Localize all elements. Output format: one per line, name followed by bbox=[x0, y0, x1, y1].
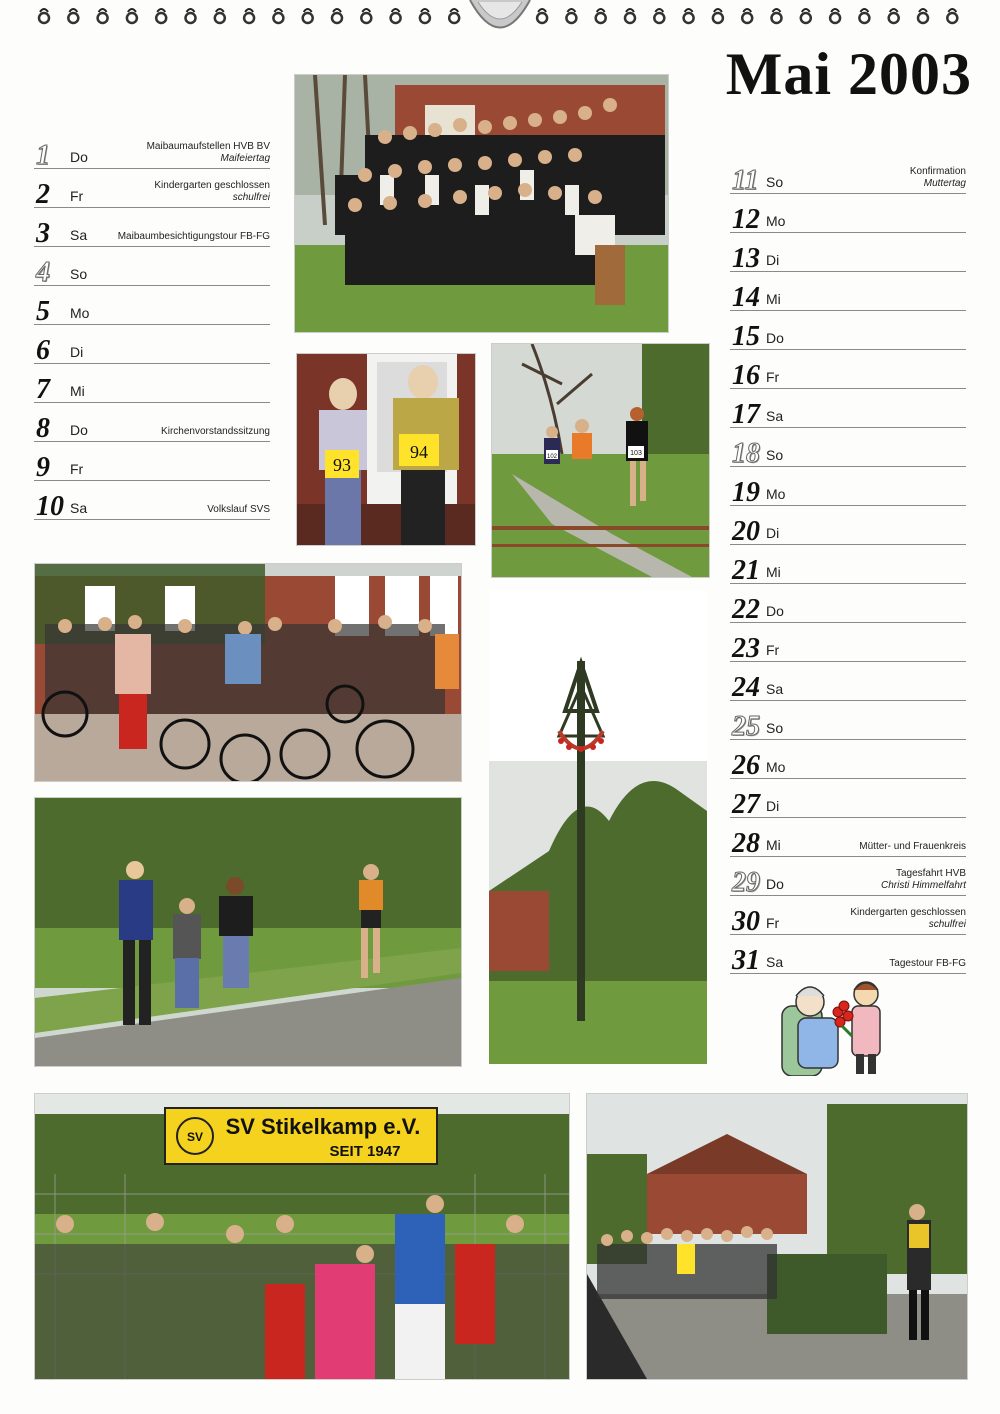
day-number: 22 bbox=[732, 594, 760, 625]
event-text: Maibaumaufstellen HVB BV bbox=[146, 141, 270, 152]
day-row bbox=[730, 506, 966, 545]
spiral-ring bbox=[303, 13, 313, 23]
spiral-ring bbox=[596, 13, 606, 23]
hanger-hook bbox=[468, 0, 532, 40]
day-of-week: Di bbox=[70, 344, 84, 360]
spiral-ring bbox=[742, 13, 752, 23]
day-of-week: So bbox=[766, 174, 784, 190]
day-row bbox=[730, 311, 966, 350]
day-number: 9 bbox=[36, 452, 50, 483]
day-number: 13 bbox=[732, 243, 760, 274]
day-number: 15 bbox=[732, 321, 760, 352]
photo-sv-stikelkamp-start bbox=[34, 1093, 570, 1380]
event-text: Kindergarten geschlossen bbox=[850, 907, 966, 918]
day-row bbox=[730, 779, 966, 818]
day-row bbox=[34, 364, 270, 403]
spiral-ring bbox=[68, 13, 78, 23]
sign-line2-text: SEIT 1947 bbox=[329, 1143, 401, 1160]
spiral-ring bbox=[889, 13, 899, 23]
month-title: Mai 2003 bbox=[725, 41, 972, 107]
day-of-week: Mo bbox=[766, 213, 786, 229]
day-of-week: Do bbox=[766, 330, 784, 346]
day-row bbox=[730, 935, 966, 974]
spiral-ring bbox=[625, 13, 635, 23]
event-text: Tagestour FB-FG bbox=[889, 958, 966, 969]
day-row bbox=[730, 428, 966, 467]
spiral-ring-loop bbox=[304, 9, 312, 12]
day-number: 6 bbox=[36, 335, 50, 366]
spiral-ring bbox=[215, 13, 225, 23]
day-of-week: Fr bbox=[766, 369, 780, 385]
day-row bbox=[730, 194, 966, 233]
day-event bbox=[154, 180, 270, 204]
spiral-ring-loop bbox=[69, 9, 77, 12]
day-of-week: Mi bbox=[766, 564, 781, 580]
day-row bbox=[34, 169, 270, 208]
spiral-ring bbox=[39, 13, 49, 23]
spiral-ring-loop bbox=[626, 9, 634, 12]
day-number: 2 bbox=[36, 179, 50, 210]
spiral-ring bbox=[947, 13, 957, 23]
day-event bbox=[910, 166, 966, 190]
day-number: 31 bbox=[732, 945, 760, 976]
spiral-ring-loop bbox=[187, 9, 195, 12]
photo-start-line-street bbox=[586, 1093, 968, 1380]
day-event bbox=[161, 426, 270, 438]
day-number: 17 bbox=[732, 399, 760, 430]
day-row bbox=[730, 701, 966, 740]
spiral-ring bbox=[772, 13, 782, 23]
day-event bbox=[147, 141, 270, 165]
day-number: 26 bbox=[732, 750, 760, 781]
spiral-ring bbox=[273, 13, 283, 23]
spiral-ring-loop bbox=[773, 9, 781, 12]
day-row bbox=[34, 481, 270, 520]
day-of-week: Mo bbox=[766, 486, 786, 502]
bib-93-text: 93 bbox=[333, 455, 351, 475]
holiday-text: schulfrei bbox=[232, 192, 270, 203]
day-of-week: Sa bbox=[766, 681, 784, 697]
day-row bbox=[730, 623, 966, 662]
day-of-week: So bbox=[70, 266, 88, 282]
spiral-ring-loop bbox=[948, 9, 956, 12]
day-row bbox=[730, 155, 966, 194]
day-row bbox=[730, 857, 966, 896]
sign-logo-text: SV bbox=[186, 1130, 204, 1144]
spiral-ring bbox=[420, 13, 430, 23]
day-event bbox=[118, 231, 270, 243]
spiral-ring-loop bbox=[128, 9, 136, 12]
day-row bbox=[730, 662, 966, 701]
spiral-ring-loop bbox=[421, 9, 429, 12]
day-of-week: Fr bbox=[70, 461, 84, 477]
day-row bbox=[34, 442, 270, 481]
day-row bbox=[730, 896, 966, 935]
bib-94-text: 94 bbox=[410, 442, 428, 462]
day-row bbox=[34, 325, 270, 364]
day-row bbox=[730, 272, 966, 311]
day-row bbox=[730, 818, 966, 857]
day-number: 10 bbox=[36, 491, 64, 522]
event-text: Kirchenvorstandssitzung bbox=[161, 426, 270, 437]
spiral-ring-loop bbox=[743, 9, 751, 12]
day-of-week: Mi bbox=[70, 383, 85, 399]
day-row bbox=[34, 208, 270, 247]
day-event bbox=[207, 504, 270, 516]
day-number: 14 bbox=[732, 282, 760, 313]
bib-runner-a-text: 102 bbox=[546, 454, 558, 460]
day-row bbox=[730, 233, 966, 272]
day-number: 30 bbox=[732, 906, 760, 937]
spiral-ring-loop bbox=[655, 9, 663, 12]
day-of-week: Fr bbox=[766, 915, 780, 931]
day-number: 1 bbox=[36, 140, 50, 171]
days-column-right bbox=[730, 155, 966, 974]
day-of-week: Do bbox=[766, 876, 784, 892]
day-number: 28 bbox=[732, 828, 760, 859]
spiral-ring-loop bbox=[40, 9, 48, 12]
day-number: 18 bbox=[732, 438, 760, 469]
holiday-text: Christi Himmelfahrt bbox=[880, 880, 966, 891]
day-row bbox=[34, 247, 270, 286]
day-row bbox=[730, 389, 966, 428]
day-number: 21 bbox=[732, 555, 760, 586]
spiral-ring-loop bbox=[802, 9, 810, 12]
spiral-ring bbox=[654, 13, 664, 23]
event-text: Mütter- und Frauenkreis bbox=[859, 841, 966, 852]
spiral-ring bbox=[391, 13, 401, 23]
day-of-week: Sa bbox=[70, 500, 88, 516]
day-number: 11 bbox=[732, 165, 759, 196]
spiral-ring-loop bbox=[392, 9, 400, 12]
photo-runners-path bbox=[491, 343, 710, 578]
day-row bbox=[730, 584, 966, 623]
holiday-text: schulfrei bbox=[928, 919, 966, 930]
spiral-ring-loop bbox=[890, 9, 898, 12]
mothers-day-clipart bbox=[780, 976, 896, 1076]
day-of-week: Mo bbox=[766, 759, 786, 775]
spiral-ring bbox=[156, 13, 166, 23]
day-number: 29 bbox=[732, 867, 760, 898]
spiral-ring bbox=[332, 13, 342, 23]
spiral-ring-loop bbox=[216, 9, 224, 12]
spiral-ring bbox=[244, 13, 254, 23]
spiral-ring-loop bbox=[274, 9, 282, 12]
day-row bbox=[730, 545, 966, 584]
day-of-week: Fr bbox=[766, 642, 780, 658]
spiral-ring bbox=[801, 13, 811, 23]
photo-confirmation-group bbox=[294, 74, 669, 333]
spiral-ring-loop bbox=[597, 9, 605, 12]
spiral-ring-loop bbox=[919, 9, 927, 12]
day-number: 4 bbox=[36, 257, 50, 288]
day-of-week: So bbox=[766, 720, 784, 736]
day-row bbox=[34, 403, 270, 442]
day-number: 19 bbox=[732, 477, 760, 508]
day-row bbox=[34, 286, 270, 325]
spiral-ring bbox=[684, 13, 694, 23]
day-of-week: Do bbox=[766, 603, 784, 619]
day-of-week: Fr bbox=[70, 188, 84, 204]
day-of-week: Sa bbox=[766, 954, 784, 970]
day-number: 5 bbox=[36, 296, 50, 327]
day-number: 16 bbox=[732, 360, 760, 391]
day-row bbox=[730, 350, 966, 389]
day-of-week: Di bbox=[766, 252, 780, 268]
spiral-ring bbox=[98, 13, 108, 23]
days-column-left bbox=[34, 130, 270, 520]
day-number: 24 bbox=[732, 672, 760, 703]
day-row bbox=[730, 740, 966, 779]
photo-maypole bbox=[488, 590, 708, 1065]
spiral-ring-loop bbox=[157, 9, 165, 12]
day-of-week: Sa bbox=[70, 227, 88, 243]
day-of-week: Do bbox=[70, 149, 88, 165]
spiral-ring-loop bbox=[362, 9, 370, 12]
day-event bbox=[850, 907, 966, 931]
bib-runner-b-text: 103 bbox=[630, 450, 642, 457]
event-text: Tagesfahrt HVB bbox=[895, 868, 966, 879]
day-row bbox=[34, 130, 270, 169]
spiral-ring-loop bbox=[538, 9, 546, 12]
spiral-ring bbox=[127, 13, 137, 23]
day-number: 27 bbox=[732, 789, 760, 820]
event-text: Konfirmation bbox=[909, 166, 966, 177]
day-event bbox=[859, 841, 966, 853]
event-text: Maibaumbesichtigungstour FB-FG bbox=[117, 231, 270, 242]
spiral-ring-loop bbox=[333, 9, 341, 12]
photo-kids-with-bibs bbox=[296, 353, 476, 546]
day-of-week: Mo bbox=[70, 305, 90, 321]
day-of-week: Di bbox=[766, 525, 780, 541]
holiday-text: Maifeiertag bbox=[220, 153, 270, 164]
day-of-week: So bbox=[766, 447, 784, 463]
day-number: 3 bbox=[36, 218, 50, 249]
spiral-ring bbox=[186, 13, 196, 23]
spiral-ring-loop bbox=[831, 9, 839, 12]
day-row bbox=[730, 467, 966, 506]
holiday-text: Muttertag bbox=[923, 178, 966, 189]
day-number: 12 bbox=[732, 204, 760, 235]
spiral-ring bbox=[537, 13, 547, 23]
spiral-ring bbox=[566, 13, 576, 23]
day-number: 7 bbox=[36, 374, 50, 405]
spiral-ring-loop bbox=[450, 9, 458, 12]
photo-race-refreshment bbox=[34, 797, 462, 1067]
day-of-week: Do bbox=[70, 422, 88, 438]
event-text: Volkslauf SVS bbox=[207, 504, 270, 515]
day-event bbox=[881, 868, 966, 892]
spiral-ring bbox=[361, 13, 371, 23]
event-text: Kindergarten geschlossen bbox=[154, 180, 270, 191]
day-of-week: Mi bbox=[766, 837, 781, 853]
spiral-ring bbox=[918, 13, 928, 23]
spiral-ring bbox=[713, 13, 723, 23]
spiral-ring-loop bbox=[99, 9, 107, 12]
day-number: 23 bbox=[732, 633, 760, 664]
spiral-ring bbox=[830, 13, 840, 23]
spiral-ring bbox=[449, 13, 459, 23]
day-event bbox=[889, 958, 966, 970]
day-number: 25 bbox=[732, 711, 760, 742]
day-of-week: Sa bbox=[766, 408, 784, 424]
day-number: 8 bbox=[36, 413, 50, 444]
sign-line1-text: SV Stikelkamp e.V. bbox=[225, 1114, 421, 1139]
spiral-ring-loop bbox=[245, 9, 253, 12]
photo-bicycle-gathering bbox=[34, 563, 462, 782]
spiral-ring-loop bbox=[567, 9, 575, 12]
spiral-ring bbox=[859, 13, 869, 23]
spiral-ring-loop bbox=[714, 9, 722, 12]
day-of-week: Mi bbox=[766, 291, 781, 307]
spiral-ring-loop bbox=[685, 9, 693, 12]
spiral-ring-loop bbox=[860, 9, 868, 12]
day-number: 20 bbox=[732, 516, 760, 547]
day-of-week: Di bbox=[766, 798, 780, 814]
